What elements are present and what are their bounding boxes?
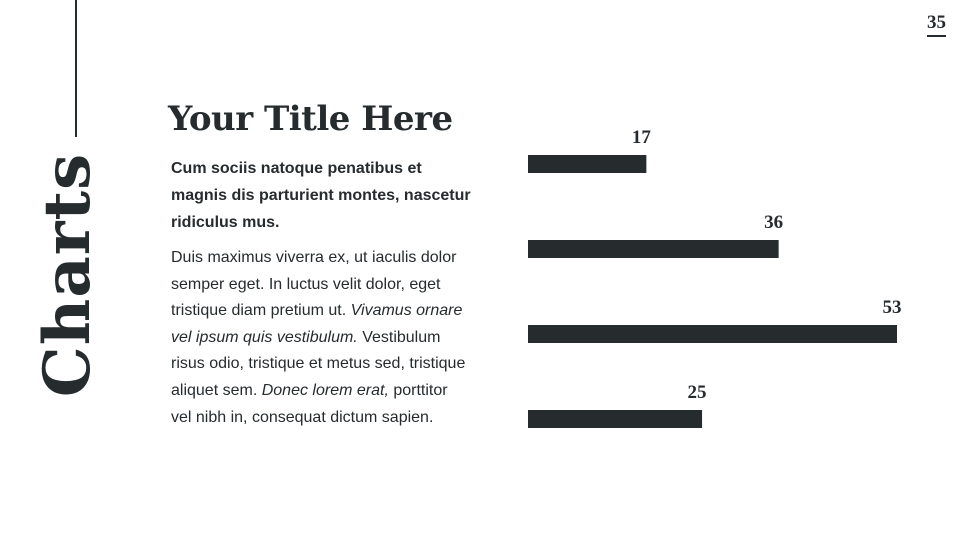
bar-4 [528,410,702,428]
section-label: Charts [30,152,105,398]
bar-2 [528,240,779,258]
bar-value-label-3: 53 [882,297,902,318]
bar-value-label-4: 25 [687,382,707,403]
body-text-part-3: porttitor vel nibh in, consequat dictum sapien. [171,381,448,426]
body-text-part-2: Vestibulum risus odio, tristique et metus sed, tristique aliquet sem. [171,328,466,399]
lead-paragraph: Cum sociis natoque penatibus et magnis dis parturient montes, nascetur ridiculus mus. [171,160,471,231]
body-text-italic-2: Donec lorem erat, [261,381,389,399]
page-number: 35 [927,13,946,37]
body-text-part-1: Duis maximus viverra ex, ut iaculis dolor semper eget. In luctus velit dolor, eget tristique diam pretium ut. [171,249,457,320]
bar-value-label-2: 36 [764,212,784,233]
bar-1 [528,155,646,173]
bar-3 [528,325,897,343]
body-text-italic-1: Vivamus ornare vel ipsum quis vestibulum. [171,302,463,346]
bar-value-label-1: 17 [631,127,651,148]
slide-title: Your Title Here [168,99,453,139]
